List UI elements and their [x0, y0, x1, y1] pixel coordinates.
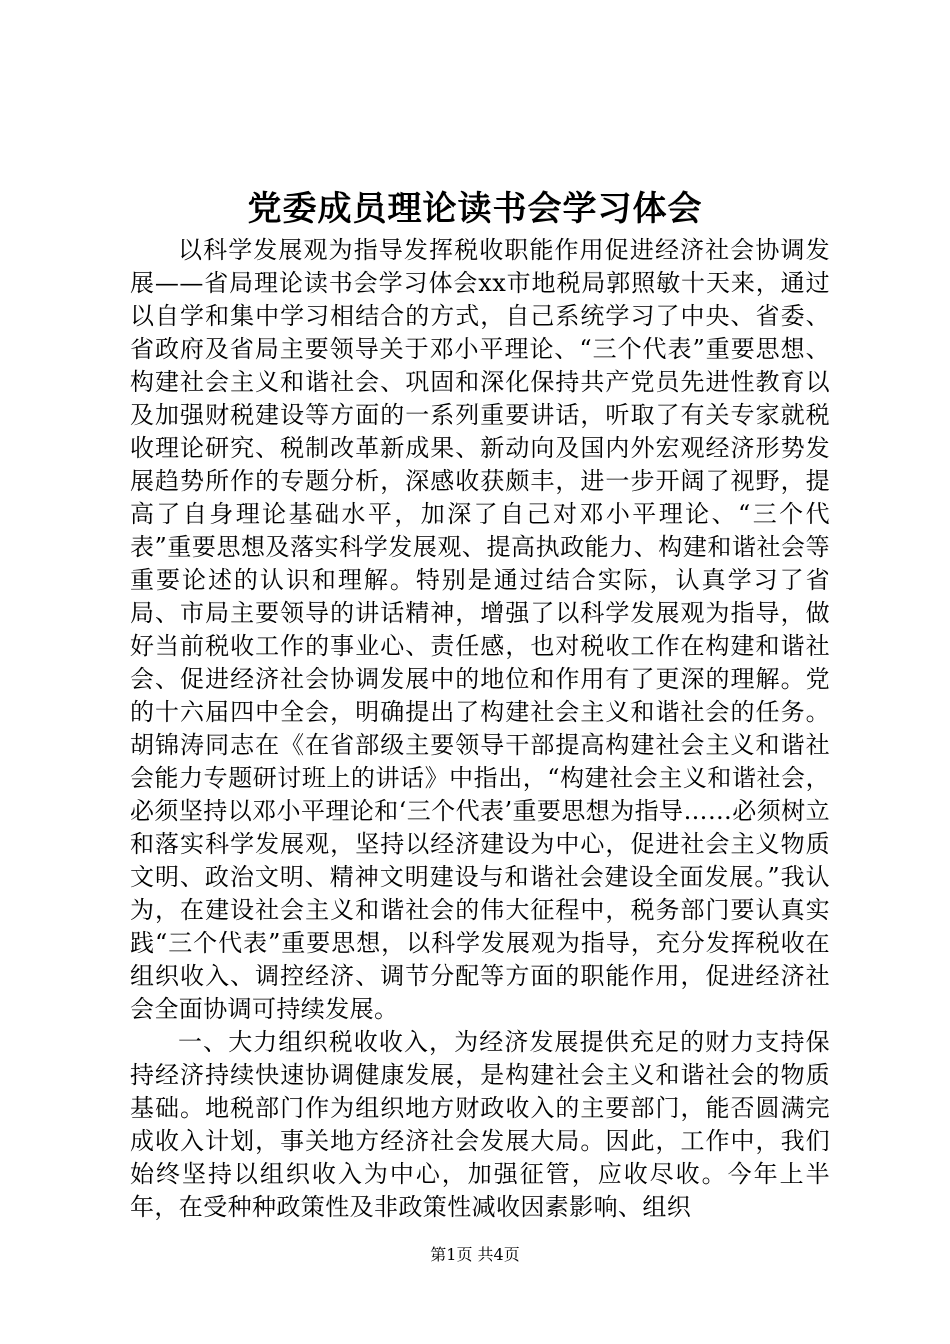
document-body — [130, 234, 830, 1224]
body-paragraph: 一、大力组织税收收入，为经济发展提供充足的财力支持保持经济持续快速协调健康发展，是构建社会主义和谐社会的物质基础。地税部门作为组织地方财政收入的主要部门，能否圆满完成收入计划，事关地方经济社会发展大局。因此，工作中，我们始终坚持以组织收入为中心，加强征管，应收尽收。今年上半年，在受种种政策性及非政策性减收因素影响、组织 — [130, 1028, 830, 1221]
page-number-footer: 第1页 共4页 — [430, 1245, 520, 1264]
document-title: 党委成员理论读书会学习体会 — [247, 189, 703, 229]
body-paragraph: 以科学发展观为指导发挥税收职能作用促进经济社会协调发展——省局理论读书会学习体会xx市地税局郭照敏十天来，通过以自学和集中学习相结合的方式，自己系统学习了中央、省委、省政府及省局主要领导关于邓小平理论、“三个代表”重要思想、构建社会主义和谐社会、巩固和深化保持共产党员先进性教育以及加强财税建设等方面的一系列重要讲话，听取了有关专家就税收理论研究、税制改革新成果、新动向及国内外宏观经济形势发展趋势所作的专题分析，深感收获颇丰，进一步开阔了视野，提高了自身理论基础水平，加深了自己对邓小平理论、“三个代表”重要思想及落实科学发展观、提高执政能力、构建和谐社会等重要论述的认识和理解。特别是通过结合实际，认真学习了省局、市局主要领导的讲话精神，增强了以科学发展观为指导，做好当前税收工作的事业心、责任感，也对税收工作在构建和谐社会、促进经济社会协调发展中的地位和作用有了更深的理解。党的十六届四中全会，明确提出了构建社会主义和谐社会的任务。胡锦涛同志在《在省部级主要领导干部提高构建社会主义和谐社会能力专题研讨班上的讲话》中指出，“构建社会主义和谐社会，必须坚持以邓小平理论和‘三个代表’重要思想为指导……必须树立和落实科学发展观，坚持以经济建设为中心，促进社会主义物质文明、政治文明、精神文明建设与和谐社会建设全面发展。”我认为，在建设社会主义和谐社会的伟大征程中，税务部门要认真实践“三个代表”重要思想，以科学发展观为指导，充分发挥税收在组织收入、调控经济、调节分配等方面的职能作用，促进经济社会全面协调可持续发展。 — [130, 236, 830, 1023]
